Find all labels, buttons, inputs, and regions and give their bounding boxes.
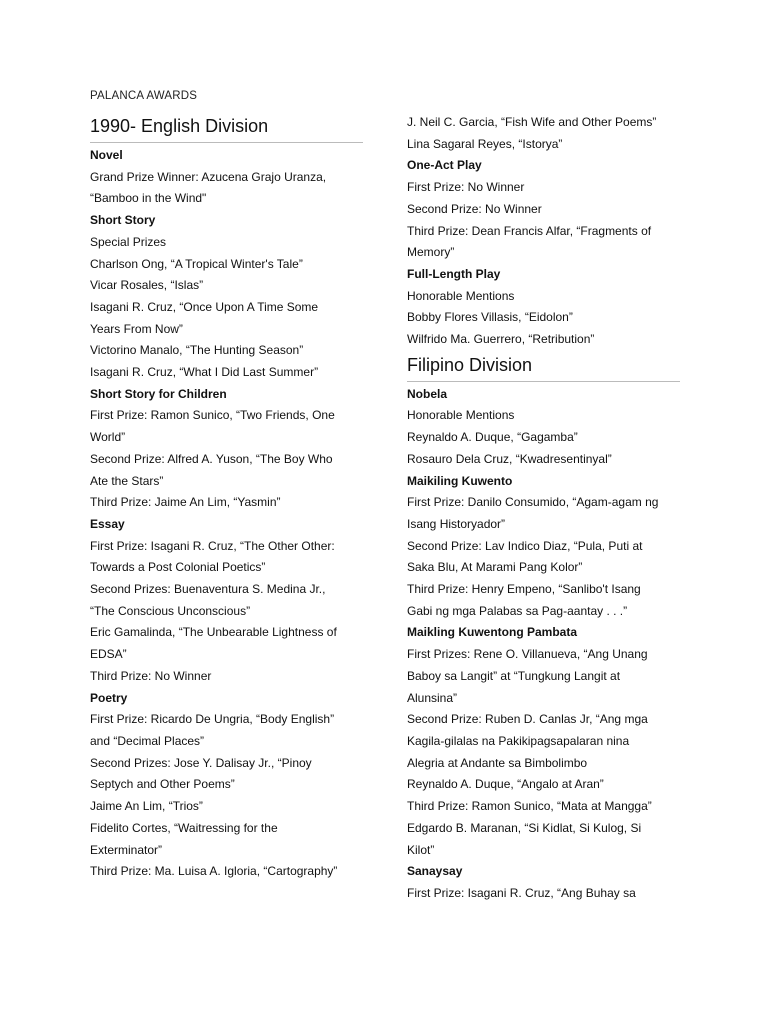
award-entry-line: Isagani R. Cruz, “Once Upon A Time Some xyxy=(90,299,319,314)
category-heading: One-Act Play xyxy=(407,158,482,173)
award-entry-line: First Prizes: Rene O. Villanueva, “Ang Unang xyxy=(407,647,648,662)
award-entry-line: Second Prizes: Jose Y. Dalisay Jr., “Pinoy xyxy=(90,755,312,770)
right-column-lines-top xyxy=(407,112,680,351)
award-entry-line: Years From Now” xyxy=(90,321,183,336)
award-entry-line: Rosauro Dela Cruz, “Kwadresentinyal” xyxy=(407,451,612,466)
award-entry-line: Reynaldo A. Duque, “Gagamba” xyxy=(407,430,578,445)
award-entry-line: Third Prize: Henry Empeno, “Sanlibo't Isang xyxy=(407,582,641,597)
award-entry-line: Kilot” xyxy=(407,842,435,857)
award-entry-line: Honorable Mentions xyxy=(407,288,515,303)
award-entry-line: Reynaldo A. Duque, “Angalo at Aran” xyxy=(407,777,604,792)
award-entry-line: First Prize: Ricardo De Ungria, “Body English” xyxy=(90,712,335,727)
award-entry-line: Wilfrido Ma. Guerrero, “Retribution” xyxy=(407,332,595,347)
category-heading: Novel xyxy=(90,148,123,162)
award-entry-line: Baboy sa Langit” at “Tungkung Langit at xyxy=(407,668,621,683)
award-entry-line: Third Prize: Ramon Sunico, “Mata at Mangga” xyxy=(407,799,652,814)
award-entry-line: Third Prize: Dean Francis Alfar, “Fragments of xyxy=(407,223,652,238)
award-entry-line: “The Conscious Unconscious” xyxy=(90,603,251,618)
award-entry-line: Eric Gamalinda, “The Unbearable Lightness of xyxy=(90,625,337,640)
award-entry-line: Third Prize: No Winner xyxy=(90,668,212,683)
left-column xyxy=(90,112,363,883)
award-entry-line: Kagila-gilalas na Pakikipagsapalaran nina xyxy=(407,733,630,748)
award-entry-line: Honorable Mentions xyxy=(407,408,515,423)
award-entry-line: Charlson Ong, “A Tropical Winter's Tale” xyxy=(90,256,303,271)
award-entry-line: Victorino Manalo, “The Hunting Season” xyxy=(90,343,304,358)
award-entry-line: Fidelito Cortes, “Waitressing for the xyxy=(90,820,278,835)
award-entry-line: Second Prize: Lav Indico Diaz, “Pula, Puti at xyxy=(407,538,643,553)
award-entry-line: First Prize: Ramon Sunico, “Two Friends, One xyxy=(90,408,335,423)
page-header: PALANCA AWARDS xyxy=(90,90,198,102)
award-entry-line: Towards a Post Colonial Poetics” xyxy=(90,560,266,575)
award-entry-line: and “Decimal Places” xyxy=(90,733,205,748)
award-entry-line: First Prize: No Winner xyxy=(407,180,525,195)
award-entry-line: Vicar Rosales, “Islas” xyxy=(90,278,204,293)
filipino-division-title: Filipino Division xyxy=(407,351,680,382)
award-entry-line: Grand Prize Winner: Azucena Grajo Uranza, xyxy=(90,169,327,184)
category-heading: Essay xyxy=(90,516,125,531)
award-entry-line: Second Prizes: Buenaventura S. Medina Jr., xyxy=(90,582,326,597)
right-column xyxy=(407,112,680,905)
award-entry-line: Septych and Other Poems” xyxy=(90,777,235,792)
category-heading: Short Story xyxy=(90,213,156,228)
right-column-lines-bottom xyxy=(407,384,680,905)
award-entry-line: EDSA” xyxy=(90,647,127,662)
award-entry-line: Ate the Stars” xyxy=(90,473,164,488)
category-heading: Nobela xyxy=(407,386,448,401)
award-entry-line: Jaime An Lim, “Trios” xyxy=(90,799,203,814)
award-entry-line: Exterminator” xyxy=(90,842,163,857)
award-entry-line: Isang Historyador” xyxy=(407,516,506,531)
award-entry-line: J. Neil C. Garcia, “Fish Wife and Other Poems” xyxy=(407,115,657,129)
left-column-lines xyxy=(90,145,363,883)
award-entry-line: Memory” xyxy=(407,245,455,260)
award-entry-line: Alegria at Andante sa Bimbolimbo xyxy=(407,755,588,770)
award-entry-line: Lina Sagaral Reyes, “Istorya” xyxy=(407,136,563,151)
category-heading: Short Story for Children xyxy=(90,386,227,401)
award-entry-line: Isagani R. Cruz, “What I Did Last Summer” xyxy=(90,365,319,380)
award-entry-line: First Prize: Danilo Consumido, “Agam-agam ng xyxy=(407,495,659,510)
award-entry-line: Edgardo B. Maranan, “Si Kidlat, Si Kulog, Si xyxy=(407,820,642,835)
award-entry-line: Gabi ng mga Palabas sa Pag-aantay . . .” xyxy=(407,603,628,618)
award-entry-line: First Prize: Isagani R. Cruz, “Ang Buhay sa xyxy=(407,885,636,900)
award-entry-line: Special Prizes xyxy=(90,234,167,249)
category-heading: Full-Length Play xyxy=(407,266,501,281)
award-entry-line: Second Prize: Alfred A. Yuson, “The Boy Who xyxy=(90,451,333,466)
award-entry-line: Third Prize: Ma. Luisa A. Igloria, “Cartography” xyxy=(90,864,338,879)
award-entry-line: Saka Blu, At Marami Pang Kolor” xyxy=(407,560,583,575)
award-entry-line: World” xyxy=(90,430,126,445)
award-entry-line: Alunsina” xyxy=(407,690,458,705)
award-entry-line: Bobby Flores Villasis, “Eidolon” xyxy=(407,310,573,325)
category-heading: Maikling Kuwentong Pambata xyxy=(407,625,578,640)
category-heading: Sanaysay xyxy=(407,864,463,879)
award-entry-line: Second Prize: No Winner xyxy=(407,201,542,216)
category-heading: Maikiling Kuwento xyxy=(407,473,513,488)
award-entry-line: First Prize: Isagani R. Cruz, “The Other Other: xyxy=(90,538,335,553)
english-division-title: 1990- English Division xyxy=(90,112,363,143)
award-entry-line: “Bamboo in the Wind" xyxy=(90,191,207,206)
award-entry-line: Second Prize: Ruben D. Canlas Jr, “Ang mga xyxy=(407,712,648,727)
category-heading: Poetry xyxy=(90,690,128,705)
award-entry-line: Third Prize: Jaime An Lim, “Yasmin” xyxy=(90,495,281,510)
